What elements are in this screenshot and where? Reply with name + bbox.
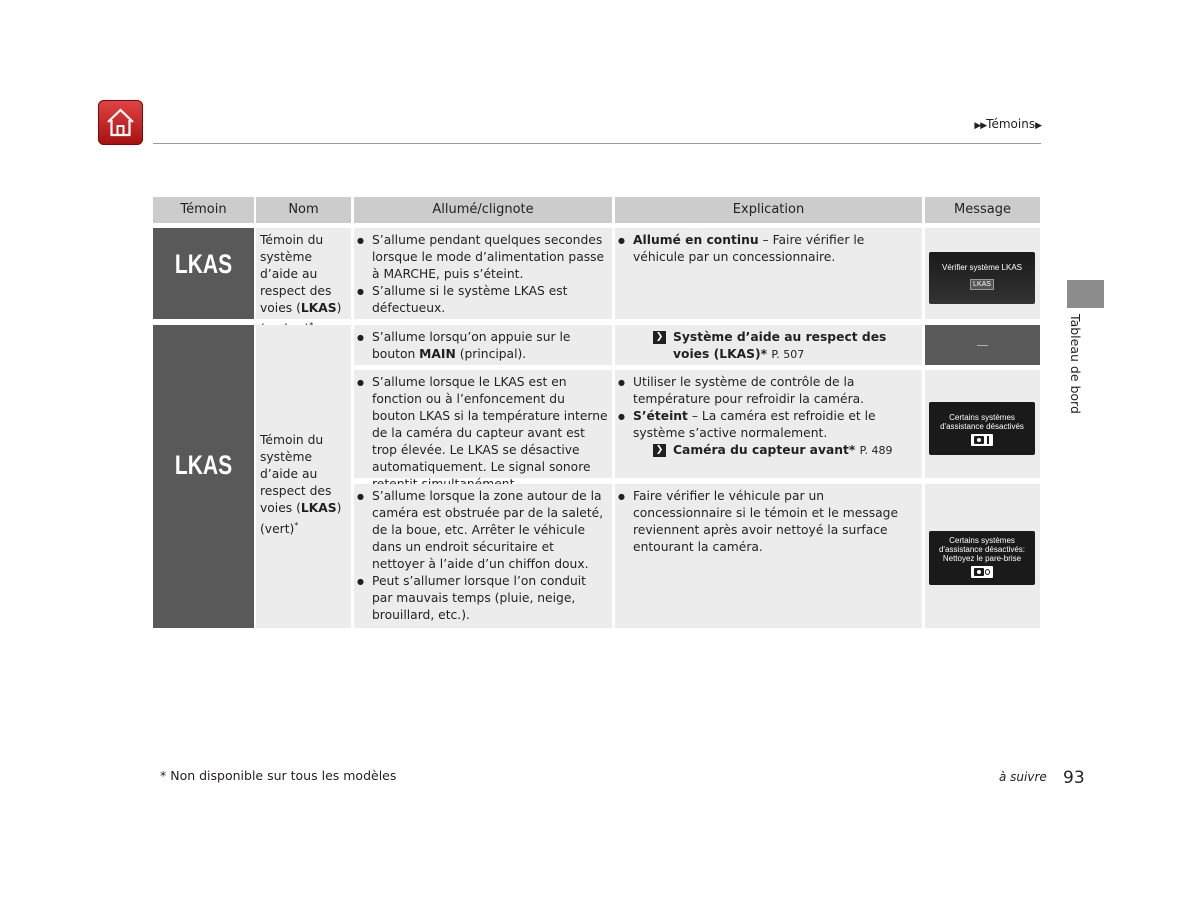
list-item: ● S’allume lorsque le LKAS est en fonction ou à l’enfoncement du bouton LKAS si la température interne de la caméra du capteur avant est trop élevée. Le LKAS se désactive automatiquement. Le signal sonore [354, 374, 608, 493]
list-item: ● Peut s’allumer lorsque l’on conduit par mauvais temps (pluie, neige, brouillard, etc.). [354, 573, 608, 624]
breadcrumb[interactable] [974, 117, 1041, 131]
name-text: Témoin du système d’aide au respect des voies ( [260, 233, 332, 315]
column-header-temoin: Témoin [153, 197, 254, 223]
reference-title: Système d’aide au respect des voies (LKAS) [673, 330, 887, 361]
message-cell [925, 228, 1040, 319]
on-bold: MAIN [419, 347, 456, 361]
footnote: * Non disponible sur tous les modèles [160, 768, 397, 783]
camera-blocked-icon [971, 566, 993, 578]
list-item: ● S’allume si le système LKAS est défectueux. [354, 283, 608, 317]
message-display [929, 402, 1035, 455]
indicator-lkas-green [153, 325, 254, 628]
explanation-cell [615, 325, 922, 365]
column-header-explication: Explication [615, 197, 922, 223]
page-number: 93 [1063, 768, 1085, 788]
reference-arrow-icon: ❯ [653, 331, 666, 344]
on-text-end: (principal). [455, 347, 527, 361]
lkas-badge-icon: LKAS [970, 279, 994, 290]
name-bold: LKAS [300, 301, 337, 315]
message-line: Certains systèmes [949, 413, 1015, 422]
cross-reference-link[interactable] [615, 329, 918, 363]
on-cell [354, 484, 612, 628]
breadcrumb-end-arrow-icon: ▶ [1035, 121, 1041, 131]
name-bold: LKAS [300, 501, 337, 515]
footnote-star: * [294, 521, 299, 530]
on-text: S’allume lorsqu’on appuie sur le bouton [372, 330, 571, 361]
cross-reference-link[interactable] [615, 442, 918, 459]
name-cell [256, 228, 351, 319]
home-icon [105, 107, 136, 138]
message-cell: — [925, 325, 1040, 365]
list-item: ● Faire vérifier le véhicule par un concessionnaire si le témoin et le message reviennent après avoir nettoyé la surface entourant la caméra. [615, 488, 918, 556]
section-tab[interactable] [1067, 280, 1104, 308]
section-label: Tableau de bord [1068, 314, 1083, 414]
explanation-cell [615, 228, 922, 319]
breadcrumb-label: Témoins [986, 117, 1036, 131]
reference-page: P. 507 [771, 348, 805, 361]
column-header-nom: Nom [256, 197, 351, 223]
name-cell [256, 325, 351, 628]
list-item: ● Utiliser le système de contrôle de la température pour refroidir la caméra. [615, 374, 918, 408]
header-rule [153, 143, 1041, 144]
on-cell [354, 325, 612, 365]
reference-title: Caméra du capteur avant [673, 443, 849, 457]
explanation-bold: S’éteint [633, 409, 688, 423]
message-line: Nettoyez le pare-brise [942, 554, 1022, 563]
message-line: Certains systèmes [949, 536, 1015, 545]
list-item [354, 329, 608, 363]
on-cell [354, 228, 612, 319]
indicator-lkas-amber [153, 228, 254, 319]
list-item [615, 408, 918, 442]
continued-label: à suivre [999, 770, 1047, 784]
explanation-cell [615, 484, 922, 628]
message-cell [925, 484, 1040, 628]
message-display [929, 531, 1035, 585]
breadcrumb-arrows-icon: ▶▶ [974, 121, 987, 131]
camera-hot-icon [971, 434, 993, 446]
list-item: ● S’allume lorsque la zone autour de la caméra est obstruée par de la saleté, de la boue, etc. Arrêter le véhicule dans un endroit sécuritaire et nettoyer à l’aide d’un chiffon doux. [354, 488, 608, 573]
column-header-allume: Allumé/clignote [354, 197, 612, 223]
indicator-label: LKAS [174, 450, 233, 480]
message-cell [925, 370, 1040, 478]
message-line: d'assistance désactivés: [938, 545, 1025, 554]
list-item [615, 232, 918, 266]
explanation-bold: Allumé en continu [633, 233, 759, 247]
reference-arrow-icon: ❯ [653, 444, 666, 457]
explanation-cell [615, 370, 922, 478]
explanation-text: – La caméra est refroidie et le système s’active normalement. [633, 409, 876, 440]
home-button[interactable] [98, 100, 143, 145]
message-line: Vérifier système LKAS [941, 263, 1023, 272]
list-item: ● S’allume pendant quelques secondes lorsque le mode d’alimentation passe à MARCHE, puis s’éteint. [354, 232, 608, 283]
footnote-star: * [760, 347, 768, 361]
name-text-end: ) [336, 301, 342, 315]
explanation-text: – Faire vérifier le véhicule par un concessionnaire. [633, 233, 865, 264]
on-cell [354, 370, 612, 478]
name-text-end: ) (vert) [260, 501, 342, 537]
footnote-star: * [848, 443, 856, 457]
column-header-message: Message [925, 197, 1040, 223]
message-display [929, 252, 1035, 304]
indicator-label: LKAS [174, 249, 233, 279]
reference-page: P. 489 [859, 444, 893, 457]
name-text: Témoin du système d’aide au respect des voies ( [260, 433, 332, 515]
message-line: d'assistance désactivés [940, 422, 1024, 431]
